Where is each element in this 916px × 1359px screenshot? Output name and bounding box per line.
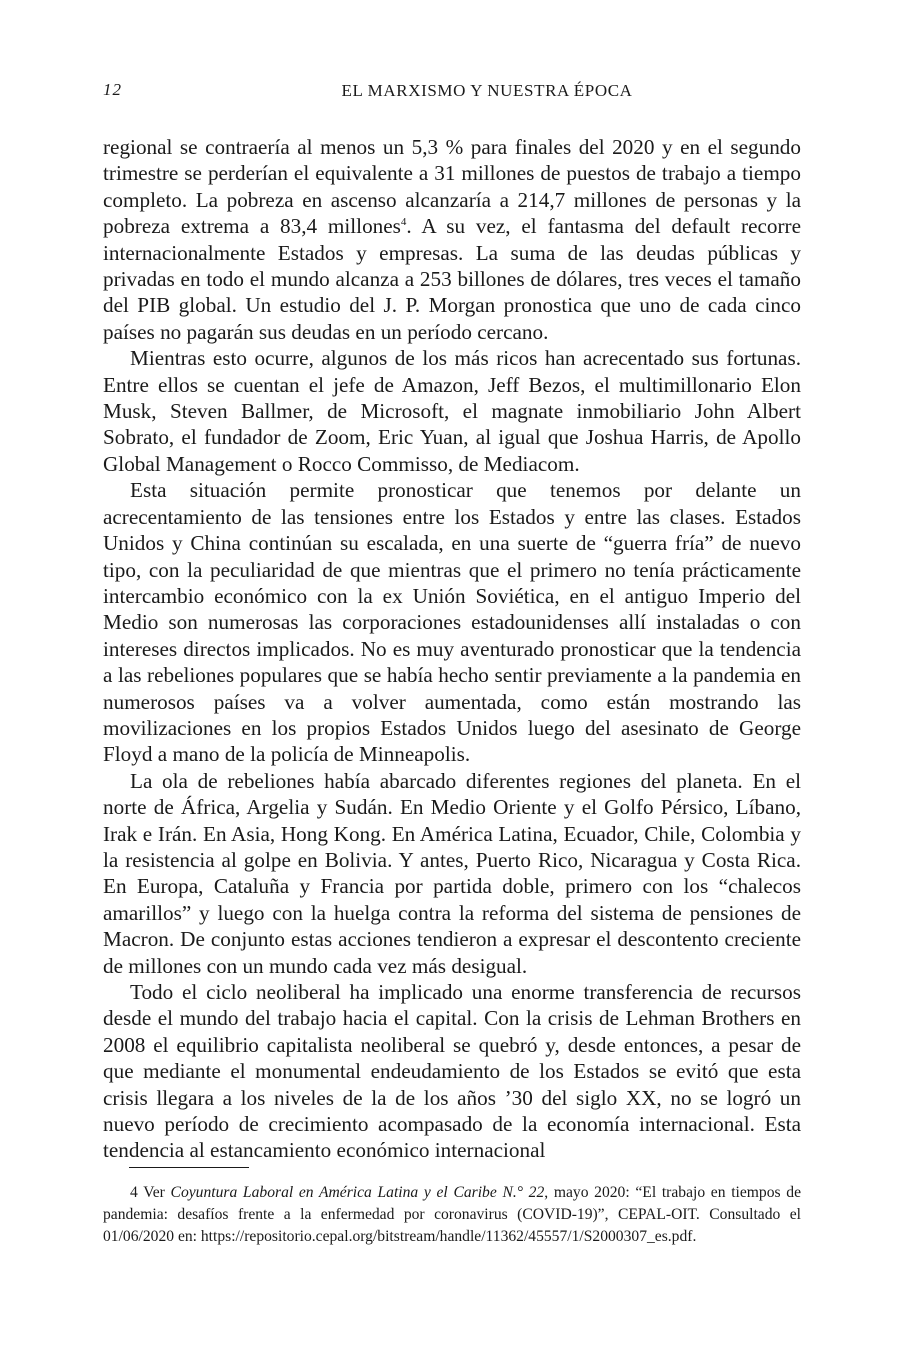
paragraph: Esta situación permite pronosticar que tenemos por delante un acrecentamiento de las tensiones entre los Estados y entre las clases. Estados Unidos y China continúan su escalada, en una suerte de “guerra fría” de nuevo tipo, con la peculiaridad de que mientras que el primero no tenía prácticamente intercambio económico con la ex Unión Soviética, en el antiguo Imperio del Medio son numerosas las corporaciones estadounidenses allí instaladas o con intereses directos implicados. No es muy aventurado pronosticar que la tendencia a las rebeliones populares que se había hecho sentir previamente a la pandemia en numerosos países va a volver aumentada, como están mostrando las movilizaciones en los propios Estados Unidos luego del asesinato de George Floyd a mano de la policía de Minneapolis. [103,478,801,767]
footnote-text: , mayo 2020: “El trabajo en tiempos de pandemia: desafíos frente a la enfermedad por coronavirus (COVID-19)”, CEPAL-OIT. Consultado el 01/06/2020 en: https://repositorio.cepal.org/bitstream/handle/11362/45557/1/S2000307_es.pdf. [103,1184,801,1245]
footnote-divider [129,1167,249,1168]
paragraph: La ola de rebeliones había abarcado diferentes regiones del planeta. En el norte de África, Argelia y Sudán. En Medio Oriente y el Golfo Pérsico, Líbano, Irak e Irán. En Asia, Hong Kong. En América Latina, Ecuador, Chile, Colombia y la resistencia al golpe en Bolivia. Y antes, Puerto Rico, Nicaragua y Costa Rica. En Europa, Cataluña y Francia por partida doble, primero con los “chalecos amarillos” y luego con la huelga contra la reforma del sistema de pensiones de Macron. De conjunto estas acciones tendieron a expresar el descontento creciente de millones con un mundo cada vez más desigual. [103,768,801,978]
footnote-lead: Ver [143,1184,165,1201]
paragraph [103,134,801,345]
running-title: EL MARXISMO Y NUESTRA ÉPOCA [341,81,633,100]
footnote-reference[interactable]: 4 [400,216,407,229]
paragraph-text: . A su vez, el fantasma del default recorre internacionalmente Estados y empresas. La suma de las deudas públicas y privadas en todo el mundo alcanza a 253 billones de dólares, tres veces el tamaño del PIB global. Un estudio del J. P. Morgan pronostica que uno de cada cinco países no pagarán sus deudas en un período cercano. [103,214,801,344]
footnote-source-title: Coyuntura Laboral en América Latina y el Caribe N.° 22 [170,1184,545,1201]
footnote-number: 4 [130,1184,138,1201]
body-text [103,134,801,1164]
running-head [103,80,801,108]
page-number: 12 [103,80,122,99]
paragraph: Mientras esto ocurre, algunos de los más ricos han acrecentado sus fortunas. Entre ellos se cuentan el jefe de Amazon, Jeff Bezos, el multimillonario Elon Musk, Steven Ballmer, de Microsoft, el magnate inmobiliario John Albert Sobrato, el fundador de Zoom, Eric Yuan, al igual que Joshua Harris, de Apollo Global Management o Rocco Commisso, de Mediacom. [103,346,801,476]
footnote [103,1182,801,1248]
paragraph: Todo el ciclo neoliberal ha implicado una enorme transferencia de recursos desde el mundo del trabajo hacia el capital. Con la crisis de Lehman Brothers en 2008 el equilibrio capitalista neoliberal se quebró y, desde entonces, a pesar de que mediante el monumental endeudamiento de los Estados se evitó que esta crisis llegara a los niveles de la de los años ’30 del siglo XX, no se logró un nuevo período de crecimiento acompasado de la economía internacional. Esta tendencia al estancamiento económico internacional [103,980,801,1163]
paragraph-text: regional se contraería al menos un 5,3 % para finales del 2020 y en el segundo trimestre se perderían el equivalente a 31 millones de puestos de trabajo a tiempo completo. La pobreza en ascenso alcanzaría a 214,7 millones de personas y la pobreza extrema a 83,4 millones [103,135,801,239]
